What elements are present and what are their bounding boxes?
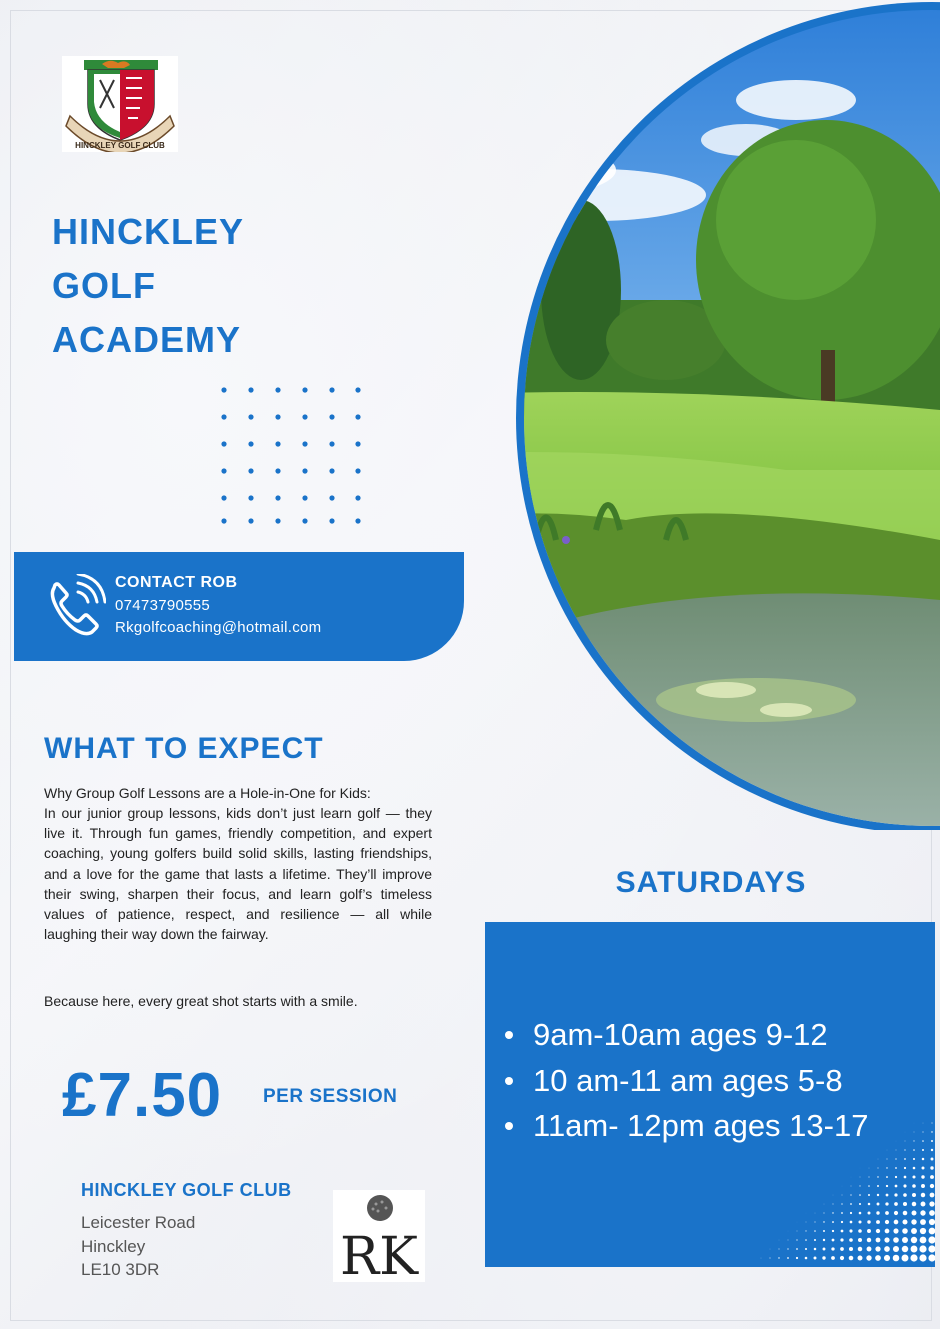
halftone-dot <box>832 1239 835 1242</box>
halftone-dot <box>922 1158 925 1161</box>
halftone-dot <box>921 1175 924 1178</box>
halftone-dot <box>893 1246 899 1252</box>
halftone-dot <box>876 1229 880 1233</box>
halftone-dot <box>922 1131 923 1132</box>
halftone-dot <box>903 1184 906 1187</box>
address-line-2: Hinckley <box>81 1237 146 1256</box>
halftone-dot <box>867 1229 871 1233</box>
halftone-dot <box>930 1193 935 1198</box>
halftone-dot <box>770 1258 771 1259</box>
halftone-dot <box>858 1229 862 1233</box>
halftone-dot <box>922 1140 924 1142</box>
halftone-dot <box>913 1167 916 1170</box>
halftone-dot <box>920 1237 927 1244</box>
halftone-dot <box>928 1245 935 1252</box>
halftone-dot <box>886 1185 888 1187</box>
halftone-dot <box>903 1193 907 1197</box>
halftone-dot <box>788 1240 789 1241</box>
halftone-dot <box>814 1239 816 1241</box>
dot-grid-decoration <box>221 387 361 527</box>
halftone-dot <box>893 1237 899 1243</box>
halftone-dot <box>867 1220 870 1223</box>
session-item: 11am- 12pm ages 13-17 <box>505 1103 868 1149</box>
halftone-dot <box>859 1185 860 1186</box>
title-line-1: HINCKLEY <box>52 211 245 252</box>
halftone-dot <box>895 1176 897 1178</box>
halftone-dot <box>875 1255 881 1261</box>
halftone-dot <box>921 1202 926 1207</box>
halftone-dot <box>858 1238 862 1242</box>
halftone-dot <box>841 1203 842 1204</box>
rk-monogram: RK <box>340 1227 418 1282</box>
halftone-dot <box>920 1228 926 1234</box>
halftone-dot <box>849 1247 853 1251</box>
halftone-dot <box>929 1201 934 1206</box>
halftone-dot <box>832 1230 834 1232</box>
halftone-dot <box>931 1140 933 1142</box>
schedule-box <box>485 922 935 1267</box>
halftone-dot <box>912 1193 916 1197</box>
halftone-dot <box>893 1228 898 1233</box>
halftone-dot <box>894 1211 898 1215</box>
session-item: 10 am-11 am ages 5-8 <box>505 1058 868 1104</box>
session-list <box>505 1012 868 1149</box>
halftone-dot <box>878 1159 879 1160</box>
halftone-dot <box>868 1212 871 1215</box>
halftone-dot <box>859 1212 862 1215</box>
halftone-dot <box>884 1255 890 1261</box>
halftone-dot <box>850 1194 851 1195</box>
halftone-dot <box>920 1210 925 1215</box>
halftone-dot <box>824 1213 825 1214</box>
halftone-dot <box>868 1185 870 1187</box>
expect-body: In our junior group lessons, kids don’t just learn golf — they live it. Through fun games, friendly competition, and expert coaching, young golfers build solid skills, lasting friendships, and a love for the game that lasts a lifetime. They’ll improve their swing, sharpen their focus, and learn golf’s timeless values of patience, respect, and resilience — all while laughing their way down the fairway. <box>44 805 432 943</box>
halftone-dot <box>913 1140 914 1141</box>
halftone-dot <box>886 1176 888 1178</box>
halftone-dot <box>910 1254 917 1261</box>
halftone-dot <box>833 1204 834 1205</box>
halftone-dot <box>823 1248 826 1251</box>
halftone-dot <box>912 1184 916 1188</box>
halftone-dot <box>805 1248 807 1250</box>
halftone-dot <box>779 1249 780 1250</box>
halftone-dot <box>831 1256 835 1260</box>
halftone-dot <box>896 1150 897 1151</box>
halftone-dot <box>832 1221 834 1223</box>
halftone-dot <box>849 1238 853 1242</box>
halftone-dot <box>840 1238 843 1241</box>
halftone-dot <box>922 1167 925 1170</box>
halftone-dot <box>913 1149 915 1151</box>
price-label: PER SESSION <box>263 1086 398 1107</box>
halftone-dot <box>805 1230 806 1231</box>
halftone-dot <box>850 1221 853 1224</box>
halftone-dot <box>928 1236 935 1243</box>
halftone-dot <box>902 1237 908 1243</box>
halftone-dot <box>850 1203 852 1205</box>
golf-course-photo <box>366 0 940 830</box>
academy-title <box>52 205 352 367</box>
halftone-dot <box>860 1177 861 1178</box>
halftone-dot <box>876 1211 879 1214</box>
halftone-dot <box>851 1186 852 1187</box>
address-line-3: LE10 3DR <box>81 1260 160 1279</box>
halftone-dot <box>919 1254 926 1261</box>
halftone-dot <box>905 1141 906 1142</box>
halftone-dot <box>868 1176 869 1177</box>
halftone-dot <box>787 1248 788 1249</box>
halftone-dot <box>903 1202 907 1206</box>
halftone-dot <box>823 1230 825 1232</box>
halftone-dot <box>902 1255 909 1262</box>
halftone-dot <box>778 1257 779 1258</box>
halftone-dot <box>929 1228 935 1235</box>
club-crest-logo <box>62 56 178 152</box>
halftone-dot <box>840 1247 844 1251</box>
halftone-dot <box>868 1194 870 1196</box>
contact-band <box>14 552 464 661</box>
halftone-dot <box>761 1258 762 1259</box>
expect-tagline: Because here, every great shot starts with a smile. <box>44 993 358 1009</box>
halftone-dot <box>849 1256 854 1261</box>
halftone-dot <box>787 1257 789 1259</box>
halftone-dot <box>885 1220 889 1224</box>
contact-phone[interactable]: 07473790555 <box>115 597 211 614</box>
halftone-dot <box>831 1247 834 1250</box>
halftone-dot <box>895 1167 897 1169</box>
halftone-dot <box>894 1220 899 1225</box>
halftone-dot <box>932 1123 933 1124</box>
halftone-dot <box>805 1239 807 1241</box>
halftone-dot <box>912 1202 917 1207</box>
halftone-dot <box>887 1159 888 1160</box>
halftone-dot <box>914 1132 915 1133</box>
halftone-dot <box>920 1219 926 1225</box>
halftone-dot <box>797 1231 798 1232</box>
halftone-dot <box>878 1168 879 1169</box>
halftone-dot <box>805 1257 808 1260</box>
halftone-dot <box>841 1221 843 1223</box>
halftone-dot <box>866 1255 871 1260</box>
halftone-dot <box>894 1202 898 1206</box>
halftone-dot <box>875 1246 880 1251</box>
expect-intro: Why Group Golf Lessons are a Hole-in-One for Kids: <box>44 785 371 801</box>
halftone-dot <box>877 1203 880 1206</box>
session-item: 9am-10am ages 9-12 <box>505 1012 868 1058</box>
halftone-dot <box>911 1228 917 1234</box>
halftone-dot <box>770 1249 771 1250</box>
halftone-dot <box>796 1239 797 1240</box>
halftone-dot <box>895 1158 896 1159</box>
halftone-dot <box>868 1203 871 1206</box>
halftone-dot <box>841 1230 844 1233</box>
halftone-dot <box>904 1149 905 1150</box>
price-amount: £7.50 <box>62 1061 223 1130</box>
halftone-dot <box>877 1176 878 1177</box>
halftone-dot <box>902 1219 907 1224</box>
halftone-dot <box>893 1255 900 1262</box>
halftone-dot <box>895 1185 898 1188</box>
contact-email[interactable]: Rkgolfcoaching@hotmail.com <box>115 619 322 636</box>
halftone-dot <box>885 1211 889 1215</box>
address-line-1: Leicester Road <box>81 1213 196 1232</box>
halftone-dot <box>859 1203 861 1205</box>
halftone-dot <box>904 1167 906 1169</box>
halftone-dot <box>832 1212 833 1213</box>
halftone-dot <box>886 1167 887 1168</box>
halftone-dot <box>796 1248 798 1250</box>
halftone-dot <box>884 1246 890 1252</box>
halftone-dot <box>885 1229 890 1234</box>
rk-coaching-logo <box>333 1190 425 1282</box>
halftone-dot <box>876 1220 880 1224</box>
halftone-dot <box>902 1228 908 1234</box>
halftone-dot <box>842 1195 843 1196</box>
halftone-dot <box>911 1246 918 1253</box>
halftone-dot <box>849 1229 852 1232</box>
halftone-dot <box>796 1257 798 1259</box>
halftone-dot <box>859 1194 861 1196</box>
halftone-dot <box>850 1212 852 1214</box>
halftone-dot <box>867 1247 872 1252</box>
halftone-dot <box>814 1230 816 1232</box>
halftone-dot <box>911 1237 917 1243</box>
halftone-dot <box>877 1185 879 1187</box>
halftone-dot <box>869 1168 870 1169</box>
halftone-dot <box>904 1158 906 1160</box>
halftone-dot <box>913 1158 915 1160</box>
halftone-dot <box>858 1220 861 1223</box>
halftone-dot <box>929 1219 935 1225</box>
what-to-expect-heading: WHAT TO EXPECT <box>44 732 324 765</box>
halftone-dot <box>919 1245 926 1252</box>
halftone-dot <box>929 1210 935 1216</box>
halftone-dot <box>894 1193 897 1196</box>
halftone-dot <box>822 1256 825 1259</box>
halftone-dot <box>912 1175 915 1178</box>
halftone-dot <box>930 1175 934 1179</box>
halftone-dot <box>858 1256 863 1261</box>
halftone-dot <box>840 1256 844 1260</box>
halftone-dot <box>930 1166 933 1169</box>
halftone-dot <box>841 1212 843 1214</box>
halftone-dot <box>931 1149 933 1151</box>
halftone-dot <box>928 1254 935 1261</box>
halftone-dot <box>931 1158 934 1161</box>
halftone-dot <box>814 1248 817 1251</box>
phone-icon <box>44 574 106 636</box>
schedule-day-heading: SATURDAYS <box>615 866 807 899</box>
halftone-dot <box>884 1237 889 1242</box>
halftone-dot <box>885 1202 888 1205</box>
halftone-dot <box>877 1194 879 1196</box>
halftone-dot <box>815 1213 816 1214</box>
halftone-dot <box>814 1221 815 1222</box>
halftone-dot <box>876 1238 881 1243</box>
halftone-dot <box>867 1238 871 1242</box>
halftone-dot <box>903 1211 908 1216</box>
halftone-dot <box>902 1246 909 1253</box>
title-line-3: ACADEMY <box>52 319 242 360</box>
halftone-dot <box>921 1193 925 1197</box>
halftone-dot <box>931 1131 932 1132</box>
halftone-dot <box>886 1194 889 1197</box>
halftone-dot <box>814 1257 817 1260</box>
halftone-dot <box>858 1247 863 1252</box>
halftone-dot <box>806 1222 807 1223</box>
halftone-dot <box>923 1123 924 1124</box>
halftone-dot <box>930 1184 934 1188</box>
halftone-dot <box>823 1239 825 1241</box>
halftone-dot <box>912 1211 917 1216</box>
halftone-dot <box>823 1221 824 1222</box>
halftone-dot <box>824 1204 825 1205</box>
club-name: HINCKLEY GOLF CLUB <box>81 1180 292 1200</box>
halftone-dot <box>921 1184 925 1188</box>
halftone-dot <box>904 1176 907 1179</box>
title-line-2: GOLF <box>52 265 156 306</box>
crest-text: HINCKLEY GOLF CLUB <box>75 141 165 150</box>
halftone-dot <box>922 1149 924 1151</box>
contact-title: CONTACT ROB <box>115 574 238 591</box>
halftone-dot <box>911 1219 916 1224</box>
